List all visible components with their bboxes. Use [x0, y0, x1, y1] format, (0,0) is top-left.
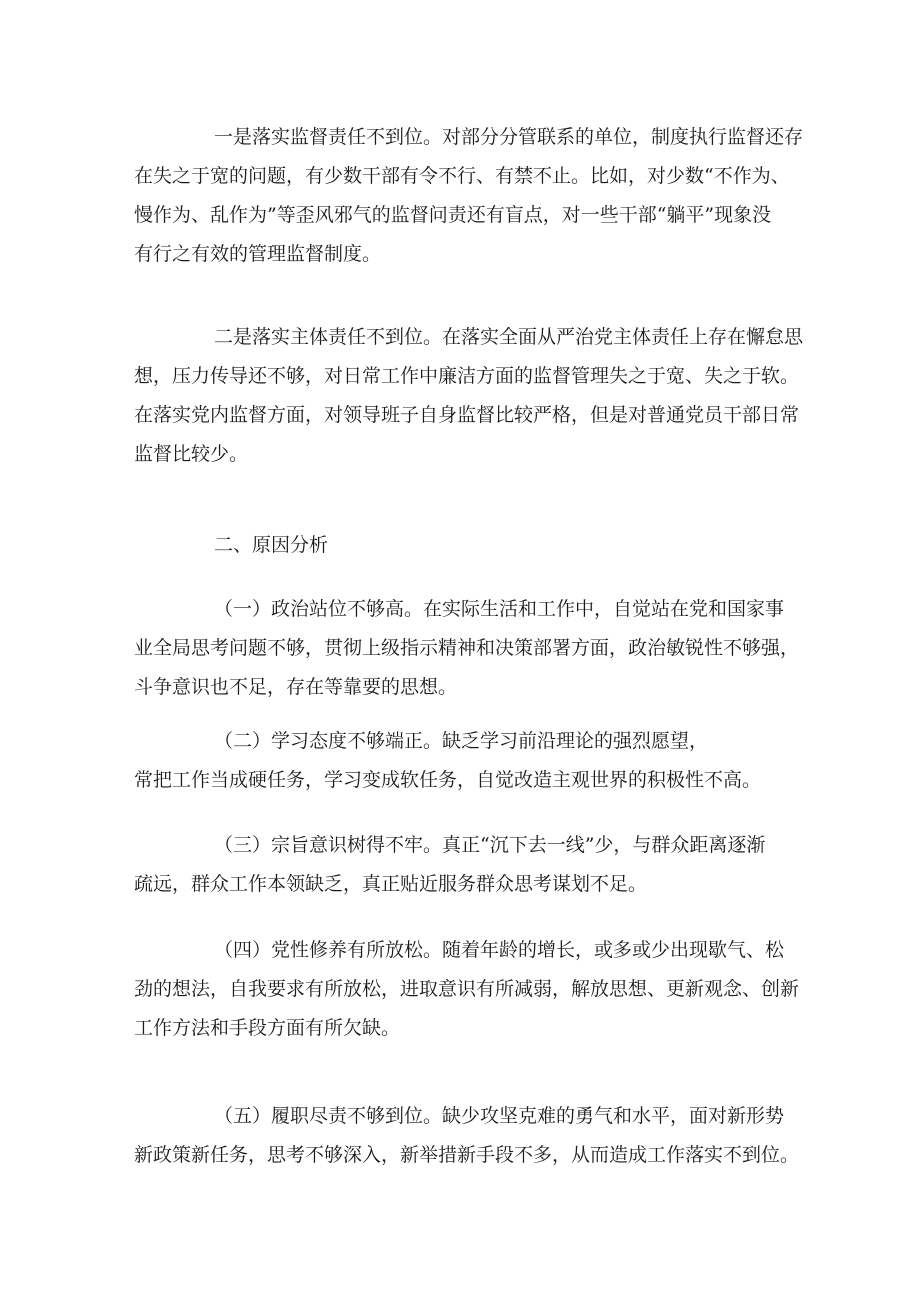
paragraph-main-responsibility [134, 318, 804, 474]
text-line: 在落实党内监督方面，对领导班子自身监督比较严格，但是对普通党员干部日常 [134, 404, 800, 426]
paragraph-learning-attitude [134, 722, 794, 800]
paragraph-purpose-awareness [134, 826, 794, 904]
text-line: （一）政治站位不够高。在实际生活和工作中，自觉站在党和国家事 [214, 598, 785, 620]
text-line: （五）履职尽责不够到位。缺少攻坚克难的勇气和水平，面对新形势 [214, 1105, 785, 1127]
text-line: 想，压力传导还不够，对日常工作中廉洁方面的监督管理失之于宽、失之于软。 [134, 365, 800, 387]
paragraph-supervision-responsibility [134, 118, 804, 274]
paragraph-duty-performance [134, 1097, 800, 1175]
text-line: 慢作为、乱作为”等歪风邪气的监督问责还有盲点，对一些干部“躺平”现象没 [134, 204, 772, 226]
text-line: （三）宗旨意识树得不牢。真正“沉下去一线”少，与群众距离逐渐 [214, 834, 766, 856]
text-line: 二是落实主体责任不到位。在落实全面从严治党主体责任上存在懈怠思 [214, 326, 804, 348]
text-line: （二）学习态度不够端正。缺乏学习前沿理论的强烈愿望， [214, 730, 709, 752]
text-line: 新政策新任务，思考不够深入，新举措新手段不多，从而造成工作落实不到位。 [134, 1144, 800, 1166]
text-line: 工作方法和手段方面有所欠缺。 [134, 1017, 401, 1039]
text-line: 常把工作当成硬任务，学习变成软任务，自觉改造主观世界的积极性不高。 [134, 769, 762, 791]
paragraph-party-cultivation [134, 931, 800, 1048]
text-line: 业全局思考问题不够，贯彻上级指示精神和决策部署方面，政治敏锐性不够强， [134, 637, 800, 659]
text-line: 斗争意识也不足，存在等靠要的思想。 [134, 676, 458, 698]
section-heading-cause-analysis: 二、原因分析 [214, 534, 329, 556]
text-line: 有行之有效的管理监督制度。 [134, 243, 382, 265]
text-line: 监督比较少。 [134, 443, 249, 465]
text-line: 在失之于宽的问题，有少数干部有令不行、有禁不止。比如，对少数“不作为、 [134, 165, 790, 187]
paragraph-political-stance [134, 590, 800, 707]
text-line: （四）党性修养有所放松。随着年龄的增长，或多或少出现歇气、松 [214, 939, 785, 961]
text-line: 疏远，群众工作本领缺乏，真正贴近服务群众思考谋划不足。 [134, 873, 648, 895]
text-line: 劲的想法，自我要求有所放松，进取意识有所减弱，解放思想、更新观念、创新 [134, 978, 800, 1000]
text-line: 一是落实监督责任不到位。对部分分管联系的单位，制度执行监督还存 [214, 126, 804, 148]
